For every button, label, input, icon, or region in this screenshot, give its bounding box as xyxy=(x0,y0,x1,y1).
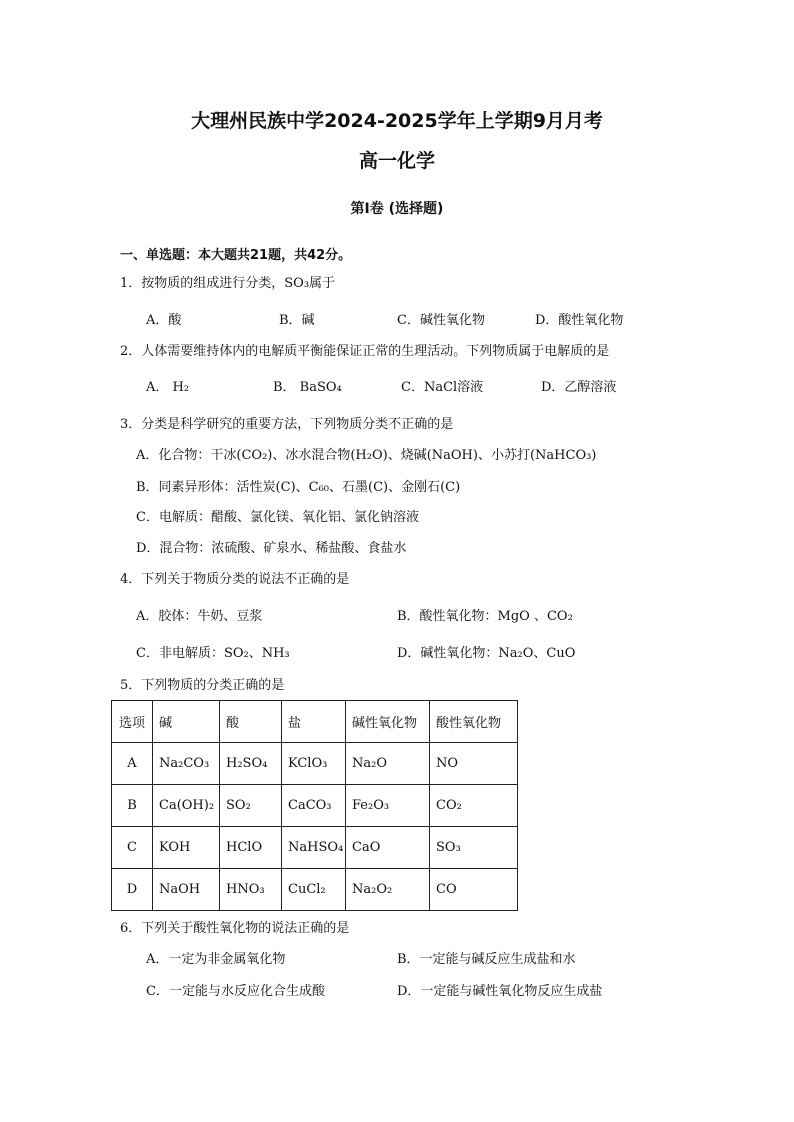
table-cell: CaCO₃ xyxy=(282,785,346,827)
q2-option-b: B． BaSO₄ xyxy=(273,380,342,395)
q2-option-c: C．NaCl溶液 xyxy=(401,380,484,395)
table-cell: C xyxy=(112,827,153,869)
table-row xyxy=(112,743,518,785)
table-cell: Na₂O₂ xyxy=(346,869,430,911)
table-cell: NaHSO₄ xyxy=(282,827,346,869)
q6-option-c: C．一定能与水反应化合生成酸 xyxy=(146,984,325,999)
table-header-cell: 酸性氧化物 xyxy=(430,701,518,743)
table-cell: A xyxy=(112,743,153,785)
table-cell: CO₂ xyxy=(430,785,518,827)
table-cell: H₂SO₄ xyxy=(220,743,282,785)
q2-stem: 2．人体需要维持体内的电解质平衡能保证正常的生理活动。下列物质属于电解质的是 xyxy=(120,344,610,359)
q4-stem: 4．下列关于物质分类的说法不正确的是 xyxy=(120,572,350,587)
q2-option-a: A． H₂ xyxy=(146,380,190,395)
q4-option-b: B．酸性氧化物：MgO 、CO₂ xyxy=(397,609,573,624)
table-cell: NO xyxy=(430,743,518,785)
q3-stem: 3．分类是科学研究的重要方法，下列物质分类不正确的是 xyxy=(120,417,454,432)
q3-option-d: D．混合物：浓硫酸、矿泉水、稀盐酸、食盐水 xyxy=(136,541,407,556)
table-header-cell: 酸 xyxy=(220,701,282,743)
q1-option-d: D．酸性氧化物 xyxy=(535,313,624,328)
table-cell: CaO xyxy=(346,827,430,869)
q6-option-a: A．一定为非金属氧化物 xyxy=(146,952,286,967)
table-header-cell: 碱 xyxy=(153,701,220,743)
table-row xyxy=(112,869,518,911)
q1-option-a: A．酸 xyxy=(146,313,182,328)
q6-option-d: D．一定能与碱性氧化物反应生成盐 xyxy=(397,984,603,999)
table-cell: CO xyxy=(430,869,518,911)
q6-option-b: B．一定能与碱反应生成盐和水 xyxy=(397,952,576,967)
table-cell: CuCl₂ xyxy=(282,869,346,911)
q4-option-c: C．非电解质：SO₂、NH₃ xyxy=(136,646,290,661)
table-cell: SO₂ xyxy=(220,785,282,827)
table-header-cell: 碱性氧化物 xyxy=(346,701,430,743)
table-cell: B xyxy=(112,785,153,827)
exam-part: 第I卷 (选择题) xyxy=(350,201,444,217)
q4-option-a: A．胶体：牛奶、豆浆 xyxy=(136,609,263,624)
table-cell: SO₃ xyxy=(430,827,518,869)
exam-subject: 高一化学 xyxy=(358,150,435,172)
table-row xyxy=(112,827,518,869)
table-header-cell: 选项 xyxy=(112,701,153,743)
q1-option-b: B．碱 xyxy=(279,313,315,328)
q3-option-b: B．同素异形体：活性炭(C)、C₆₀、石墨(C)、金刚石(C) xyxy=(136,480,461,495)
exam-title: 大理州民族中学2024-2025学年上学期9月月考 xyxy=(191,110,603,132)
table-cell: HNO₃ xyxy=(220,869,282,911)
q5-stem: 5．下列物质的分类正确的是 xyxy=(120,678,285,693)
q2-option-d: D．乙醇溶液 xyxy=(541,380,617,395)
q3-option-c: C．电解质：醋酸、氯化镁、氧化铝、氯化钠溶液 xyxy=(136,510,419,525)
table-cell: Fe₂O₃ xyxy=(346,785,430,827)
table-row xyxy=(112,785,518,827)
classification-table xyxy=(111,700,518,911)
table-cell: KOH xyxy=(153,827,220,869)
q4-option-d: D．碱性氧化物：Na₂O、CuO xyxy=(397,646,576,661)
table-cell: HClO xyxy=(220,827,282,869)
table-cell: D xyxy=(112,869,153,911)
table-header-cell: 盐 xyxy=(282,701,346,743)
table-cell: Ca(OH)₂ xyxy=(153,785,220,827)
table-cell: Na₂CO₃ xyxy=(153,743,220,785)
table-cell: Na₂O xyxy=(346,743,430,785)
table-header-row xyxy=(112,701,518,743)
section-heading: 一、单选题：本大题共21题，共42分。 xyxy=(120,248,352,263)
table-cell: NaOH xyxy=(153,869,220,911)
q6-stem: 6．下列关于酸性氧化物的说法正确的是 xyxy=(120,921,350,936)
q3-option-a: A．化合物：干冰(CO₂)、冰水混合物(H₂O)、烧碱(NaOH)、小苏打(NaHCO₃) xyxy=(136,448,597,463)
q1-stem: 1．按物质的组成进行分类，SO₃属于 xyxy=(120,276,336,291)
table-cell: KClO₃ xyxy=(282,743,346,785)
q1-option-c: C．碱性氧化物 xyxy=(397,313,485,328)
